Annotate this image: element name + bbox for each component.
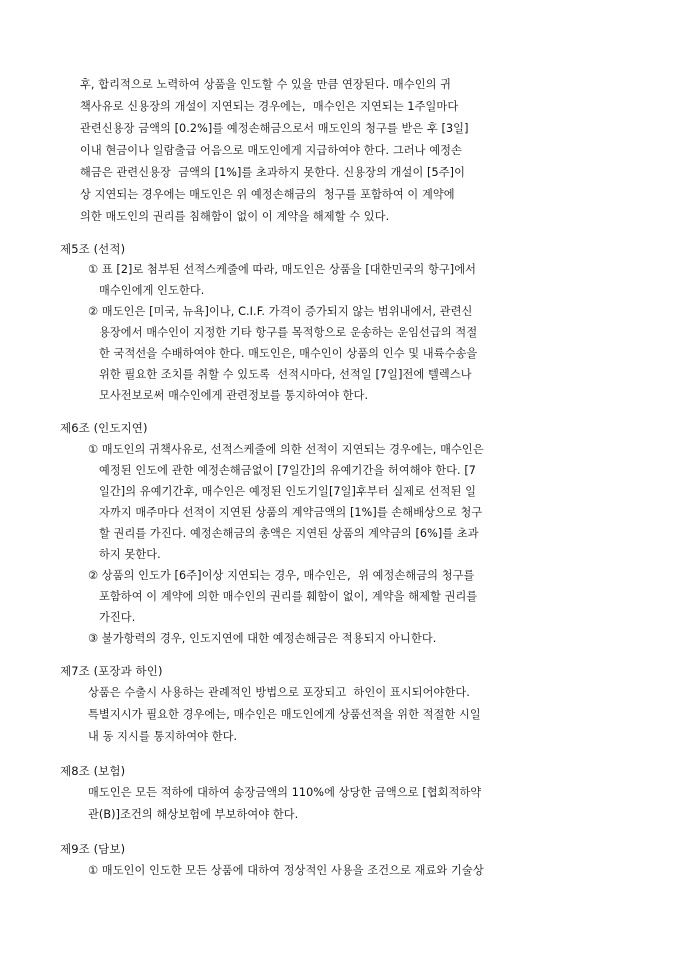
intro-line-4: 이내 현금이나 일람출급 어음으로 매도인에게 지급하여야 한다. 그러나 예정손 [80, 144, 462, 157]
article-6-line-6: 하지 못한다. [88, 548, 161, 561]
article-7-line-2: 특별지시가 필요한 경우에는, 매수인은 매도인에게 상품선적을 위한 적절한 시일 [88, 708, 481, 721]
article-6-line-2: 예정된 인도에 관한 예정손해금없이 [7일간]의 유예기간을 허여해야 한다. [7 [88, 464, 477, 477]
article-5-line-6: 위한 필요한 조치를 취할 수 있도록 선적시마다, 선적일 [7일]전에 텔렉스나 [88, 368, 472, 381]
article-9-line-1: ① 매도인이 인도한 모든 상품에 대하여 정상적인 사용을 조건으로 재료와 기술상 [88, 864, 484, 877]
article-6-line-1: ① 매도인의 귀책사유로, 선적스케줄에 의한 선적이 지연되는 경우에는, 매수인은 [88, 443, 484, 456]
intro-line-3: 관련신용장 금액의 [0.2%]를 예정손해금으로서 매도인의 청구를 받은 후 [3일] [80, 122, 469, 135]
article-6-line-7: ② 상품의 인도가 [6주]이상 지연되는 경우, 매수인은, 위 예정손해금의 청구를 [88, 569, 475, 582]
article-5-line-5: 한 국적선을 수배하여야 한다. 매도인은, 매수인이 상품의 인수 및 내륙수송을 [88, 347, 478, 360]
article-6-line-4: 자까지 매주마다 선적이 지연된 상품의 계약금액의 [1%]를 손해배상으로 청구 [88, 506, 483, 519]
article-5-line-3: ② 매도인은 [미국, 뉴욕]이나, C.I.F. 가격이 증가되지 않는 범위내에서, 관련신 [88, 305, 473, 318]
article-8-line-1: 매도인은 모든 적하에 대하여 송장금액의 110%에 상당한 금액으로 [협회적하약 [88, 786, 482, 799]
article-6-line-10: ③ 불가항력의 경우, 인도지연에 대한 예정손해금은 적용되지 아니한다. [88, 632, 437, 645]
article-5-line-1: ① 표 [2]로 첨부된 선적스케줄에 따라, 매도인은 상품을 [대한민국의 항구]에서 [88, 263, 477, 276]
article-5-line-4: 용장에서 매수인이 지정한 기타 항구를 목적항으로 운송하는 운임선급의 적절 [88, 326, 478, 339]
article-5-line-2: 매수인에게 인도한다. [88, 284, 205, 297]
article-8-line-2: 관(B)]조건의 해상보험에 부보하여야 한다. [88, 808, 299, 821]
article-6-heading: 제6조 (인도지연) [60, 421, 148, 435]
article-8-heading: 제8조 (보험) [60, 764, 126, 778]
article-6-line-8: 포함하여 이 계약에 의한 매수인의 권리를 훼함이 없이, 계약을 해제할 권리를 [88, 590, 478, 603]
intro-line-2: 책사유로 신용장의 개설이 지연되는 경우에는, 매수인은 지연되는 1주일마다 [80, 100, 459, 113]
article-6-line-5: 할 권리를 가진다. 예정손해금의 총액은 지연된 상품의 계약금의 [6%]를 초과 [88, 527, 479, 540]
article-6-line-9: 가진다. [88, 611, 136, 624]
article-9-heading: 제9조 (담보) [60, 842, 126, 856]
intro-line-5: 해금은 관련신용장 금액의 [1%]를 초과하지 못한다. 신용장의 개설이 [5주]이 [80, 166, 465, 179]
article-5-heading: 제5조 (선적) [60, 242, 126, 256]
article-7-line-3: 내 동 지시를 통지하여야 한다. [88, 730, 238, 743]
article-7-line-1: 상품은 수출시 사용하는 관례적인 방법으로 포장되고 하인이 표시되어야한다. [88, 686, 470, 699]
article-6-line-3: 일간]의 유예기간후, 매수인은 예정된 인도기일[7일]후부터 실제로 선적된 일 [88, 485, 477, 498]
intro-line-6: 상 지연되는 경우에는 매도인은 위 예정손해금의 청구를 포함하여 이 계약에 [80, 188, 455, 201]
intro-line-7: 의한 매도인의 권리를 침해함이 없이 이 계약을 해제할 수 있다. [80, 210, 390, 223]
article-7-heading: 제7조 (포장과 하인) [60, 664, 163, 678]
article-5-line-7: 모사전보로써 매수인에게 관련정보를 통지하여야 한다. [88, 389, 369, 402]
intro-line-1: 후, 합리적으로 노력하여 상품을 인도할 수 있을 만큼 연장된다. 매수인의 귀 [80, 78, 452, 91]
